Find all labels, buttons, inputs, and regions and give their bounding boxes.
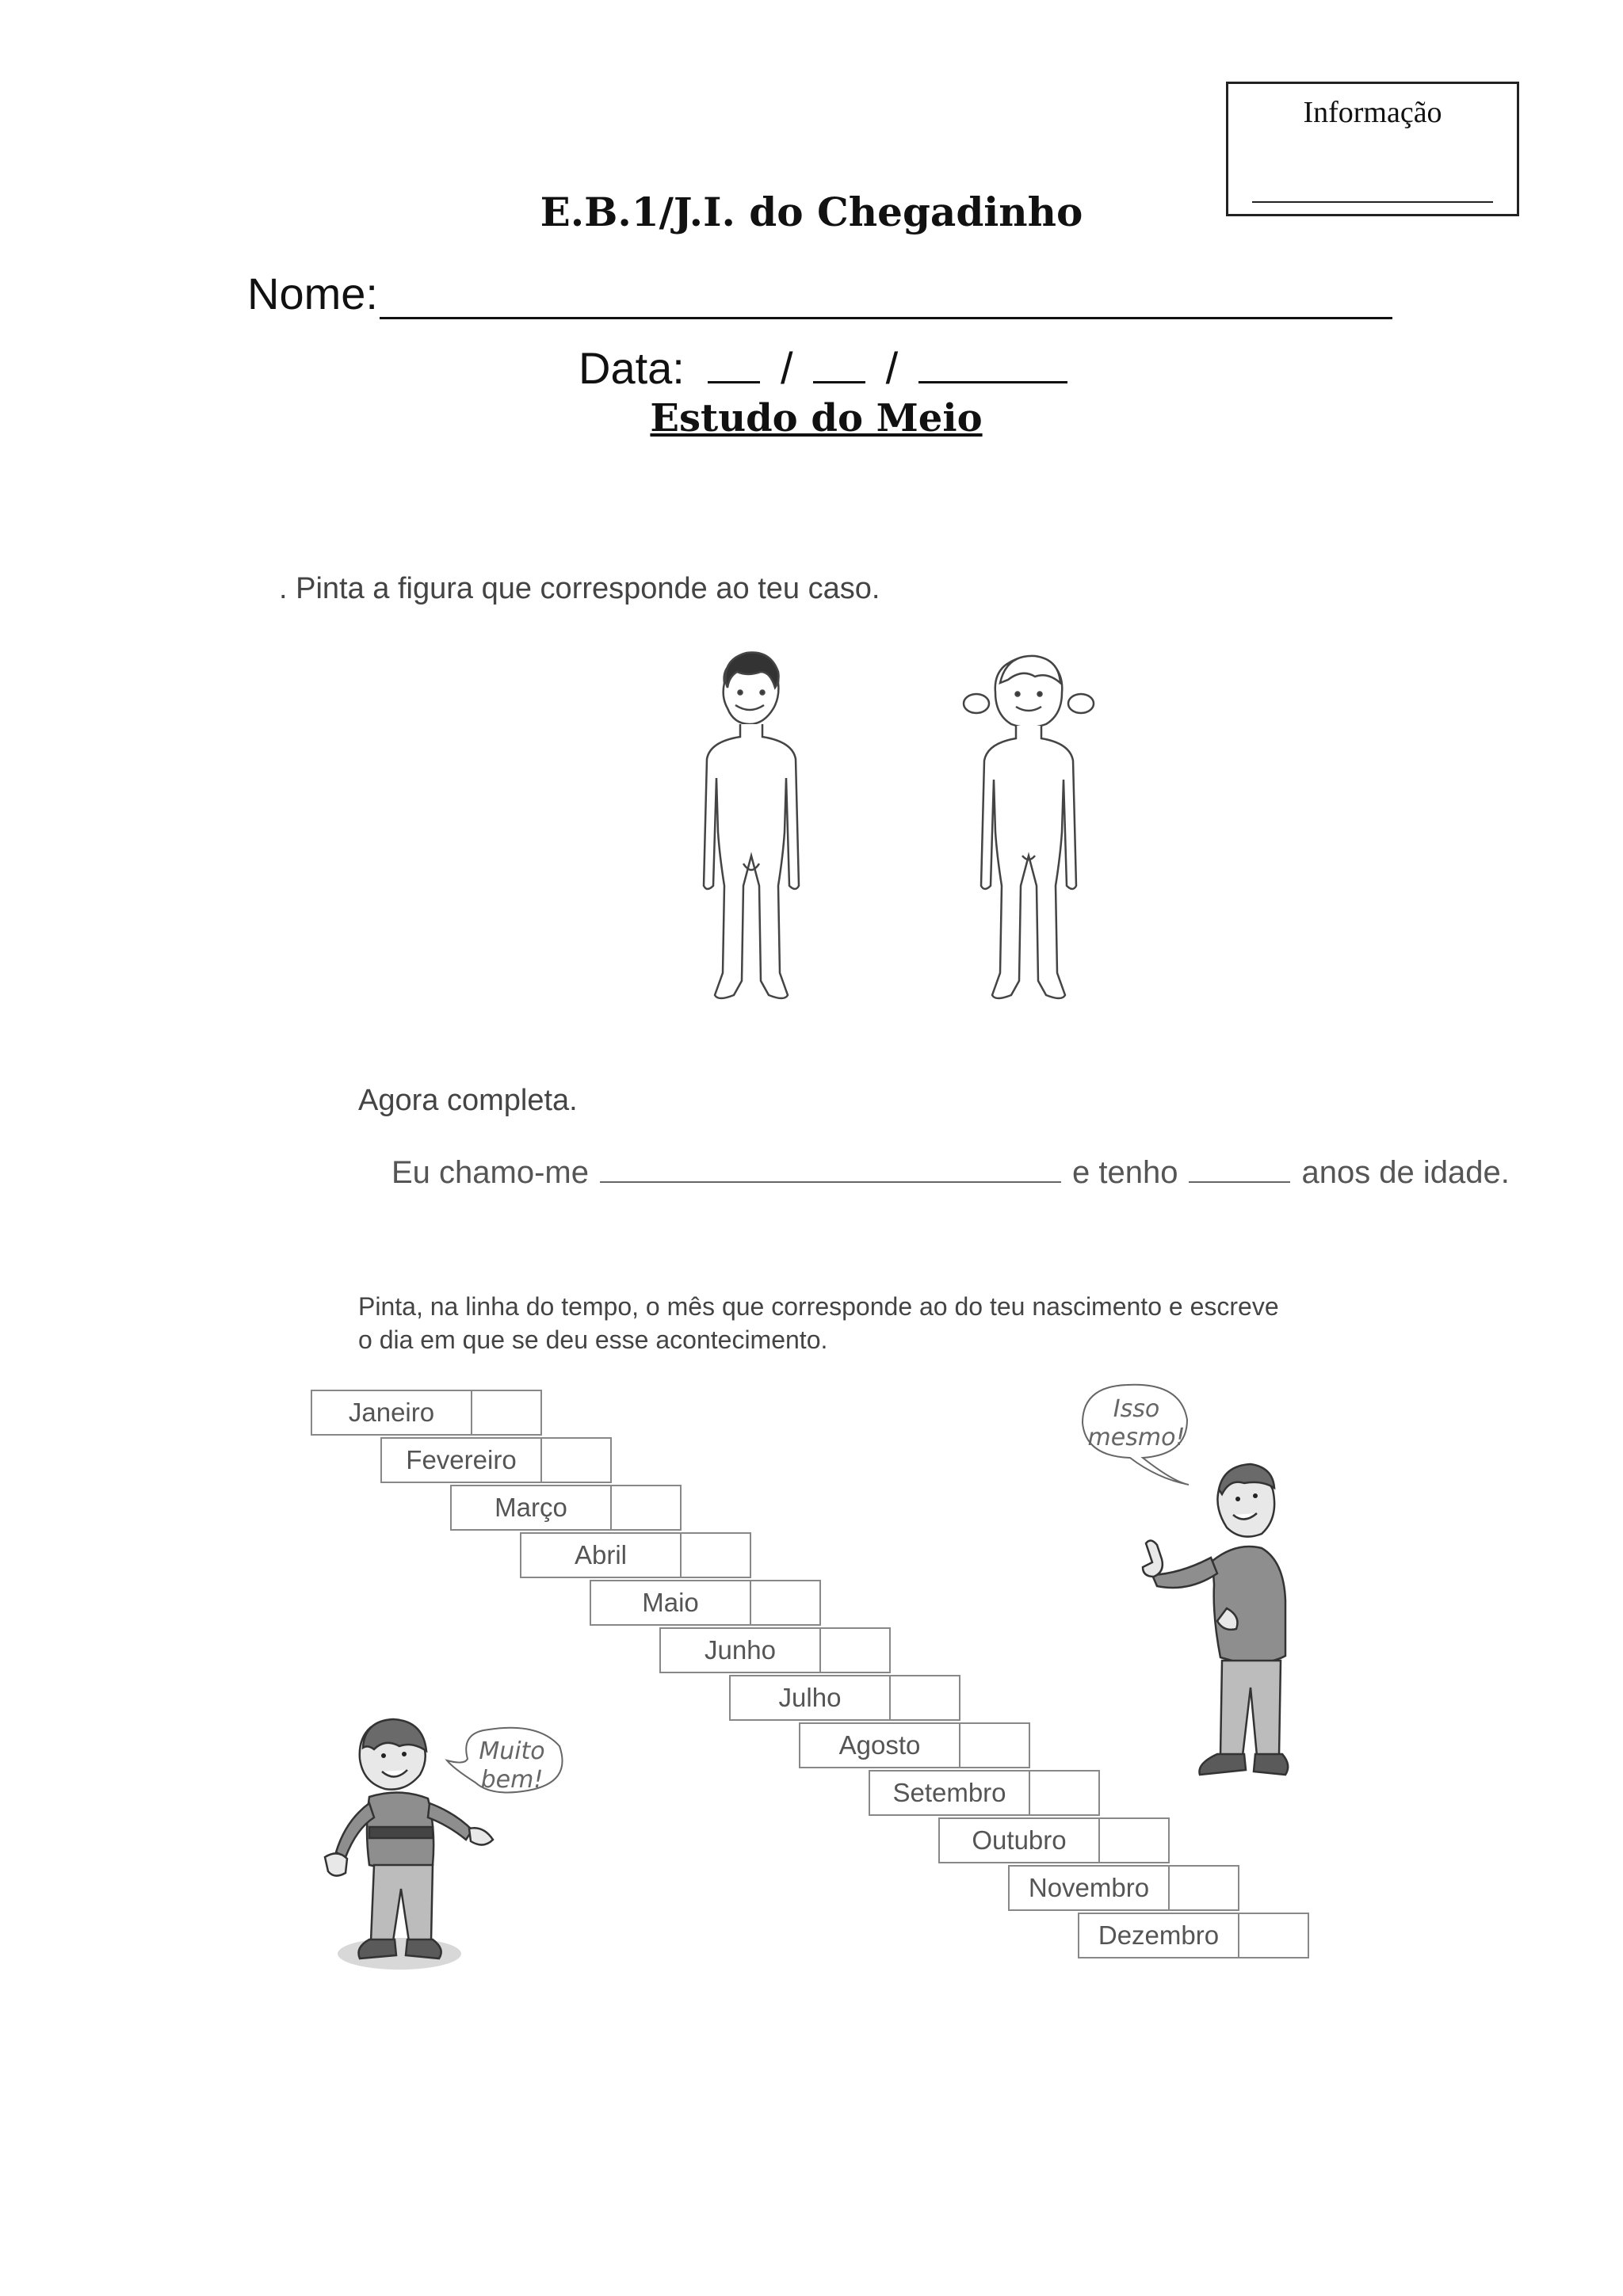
thumbs-up-boy-illustration [1054,1379,1323,1822]
boy-figure-icon[interactable] [688,648,815,1014]
month-label[interactable]: Setembro [869,1770,1030,1816]
date-label: Data: [579,343,685,393]
bubble-left-line2: bem! [480,1766,544,1794]
month-day-field[interactable] [821,1627,891,1673]
date-row [579,342,1067,394]
month-day-field[interactable] [1239,1913,1309,1958]
exercise2-sentence [391,1155,1510,1191]
month-step-dezembro [1078,1913,1309,1958]
exercise3-line1: Pinta, na linha do tempo, o mês que corresponde ao do teu nascimento e escreve [358,1292,1279,1321]
month-label[interactable]: Março [450,1485,612,1531]
exercise2-part3: anos de idade. [1301,1155,1510,1190]
month-label[interactable]: Outubro [938,1817,1100,1863]
month-day-field[interactable] [612,1485,682,1531]
exercise2-title: Agora completa. [358,1084,578,1117]
name-field[interactable] [380,273,1392,319]
date-separator: / [885,343,899,393]
month-label[interactable]: Agosto [799,1722,960,1768]
month-step-julho [729,1675,960,1721]
month-step-agosto [799,1722,1030,1768]
bubble-right-line1: Isso [1113,1395,1160,1423]
month-step-janeiro [311,1390,542,1436]
date-day-field[interactable] [708,349,760,383]
month-day-field[interactable] [1170,1865,1239,1911]
month-day-field[interactable] [682,1532,751,1578]
date-year-field[interactable] [918,349,1067,383]
month-label[interactable]: Julho [729,1675,891,1721]
speech-bubble-right [1083,1385,1189,1485]
month-step-junho [659,1627,891,1673]
exercise3-line2: o dia em que se deu esse acontecimento. [358,1325,828,1354]
month-step-novembro [1008,1865,1239,1911]
exercise1-instruction [279,572,880,606]
month-label[interactable]: Dezembro [1078,1913,1239,1958]
month-day-field[interactable] [1100,1817,1170,1863]
name-row [247,268,1392,319]
name-label: Nome: [247,269,378,318]
month-day-field[interactable] [960,1722,1030,1768]
exercise1-bullet: . [279,572,288,605]
date-month-field[interactable] [813,349,865,383]
month-day-field[interactable] [542,1437,612,1483]
month-step-outubro [938,1817,1170,1863]
subject-title: Estudo do Meio [650,396,983,441]
month-day-field[interactable] [751,1580,821,1626]
date-separator: / [780,343,793,393]
month-step-fevereiro [380,1437,612,1483]
age-answer-field[interactable] [1189,1158,1290,1183]
bubble-right-line2: mesmo! [1087,1424,1186,1451]
month-label[interactable]: Novembro [1008,1865,1170,1911]
month-day-field[interactable] [891,1675,960,1721]
exercise2-part1: Eu chamo-me [391,1155,589,1190]
month-label[interactable]: Maio [590,1580,751,1626]
girl-figure-icon[interactable] [959,648,1098,1014]
exercise3-instruction [358,1290,1279,1356]
month-label[interactable]: Junho [659,1627,821,1673]
information-title: Informação [1303,96,1442,129]
open-arms-boy-illustration [314,1710,631,1979]
month-day-field[interactable] [472,1390,542,1436]
month-label[interactable]: Janeiro [311,1390,472,1436]
speech-bubble-left [447,1728,563,1794]
exercise1-text: Pinta a figura que corresponde ao teu caso. [296,572,880,605]
month-step-março [450,1485,682,1531]
exercise2-part2: e tenho [1071,1155,1178,1190]
school-name: E.B.1/J.I. do Chegadinho [540,189,1083,235]
bubble-left-line1: Muito [479,1737,545,1765]
month-label[interactable]: Fevereiro [380,1437,542,1483]
name-answer-field[interactable] [600,1158,1061,1183]
month-step-abril [520,1532,751,1578]
month-step-maio [590,1580,821,1626]
month-label[interactable]: Abril [520,1532,682,1578]
